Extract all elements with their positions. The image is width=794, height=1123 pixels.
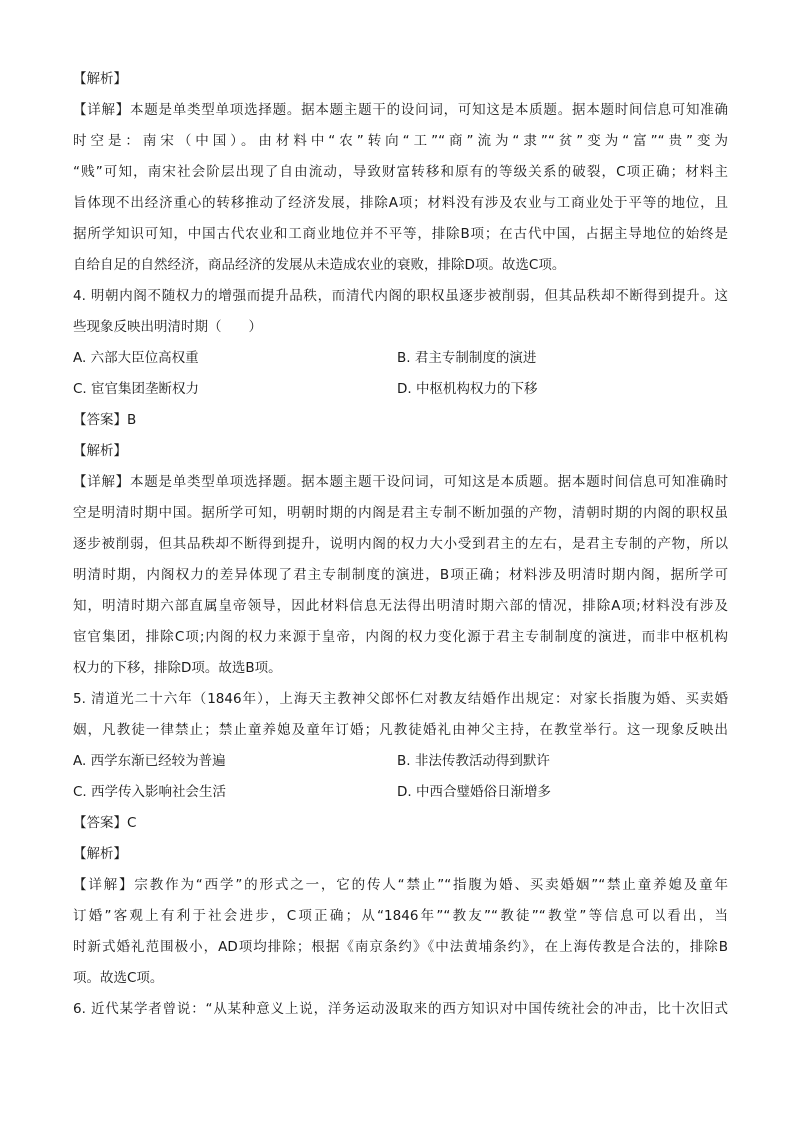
detail-line: 权力的下移，排除D项。故选B项。 (73, 660, 282, 676)
question-stem-line: 4. 明朝内阁不随权力的增强而提升品秩，而清代内阁的职权虽逐步被削弱，但其品秩却不断得到提升。这 (73, 288, 728, 304)
detail-line: 据所学知识可知，中国古代农业和工商业地位并不平等，排除B项；在古代中国，占据主导地位的始终是 (73, 226, 728, 242)
analysis-label: 【解析】 (73, 846, 127, 862)
detail-line: 旨体现不出经济重心的转移推动了经济发展，排除A项；材料没有涉及农业与工商业处于平等的地位，且 (73, 195, 728, 211)
detail-line: 订婚”客观上有利于社会进步，C项正确；从“1846年”“教友”“教徒”“教堂”等信息可以看出，当 (73, 908, 728, 924)
detail-line: “贱”可知，南宋社会阶层出现了自由流动，导致财富转移和原有的等级关系的破裂，C项正确；材料主 (73, 164, 728, 180)
option-d: D. 中西合璧婚俗日渐增多 (397, 784, 551, 800)
answer-line: 【答案】B (73, 412, 137, 428)
option-c: C. 宦官集团垄断权力 (73, 381, 200, 397)
options-row (73, 777, 728, 808)
detail-line: 时新式婚礼范围极小，AD项均排除；根据《南京条约》《中法黄埔条约》，在上海传教是合法的，排除B (73, 939, 728, 955)
options-row (73, 746, 728, 777)
question-stem-line: 姻，凡教徒一律禁止；禁止童养媳及童年订婚；凡教徒婚礼由神父主持，在教堂举行。这一现象反映出 (73, 722, 728, 738)
detail-line: 知，明清时期六部直属皇帝领导，因此材料信息无法得出明清时期六部的情况，排除A项;材料没有涉及 (73, 598, 728, 614)
option-b: B. 君主专制制度的演进 (397, 350, 537, 366)
detail-line: 自给自足的自然经济，商品经济的发展从未造成农业的衰败，排除D项。故选C项。 (73, 257, 566, 273)
question-stem-line: 些现象反映出明清时期（ ） (73, 319, 262, 335)
analysis-label: 【解析】 (73, 71, 127, 87)
detail-line: 空是明清时期中国。据所学可知，明朝时期的内阁是君主专制不断加强的产物，清朝时期的内阁的职权虽 (73, 505, 728, 521)
detail-line: 时空是：南宋（中国）。由材料中“农”转向“工”“商”流为“隶”“贫”变为“富”“贵”变为 (73, 133, 728, 149)
option-d: D. 中枢机构权力的下移 (397, 381, 538, 397)
options-row (73, 343, 728, 374)
detail-line: 【详解】本题是单类型单项选择题。据本题主题干的设问词，可知这是本质题。据本题时间信息可知准确 (73, 102, 728, 118)
analysis-label: 【解析】 (73, 443, 127, 459)
detail-line: 逐步被削弱，但其品秩却不断得到提升，说明内阁的权力大小受到君主的左右，是君主专制的产物，所以 (73, 536, 728, 552)
detail-line: 【详解】宗教作为“西学”的形式之一，它的传人“禁止”“指腹为婚、买卖婚姻”“禁止童养媳及童年 (73, 877, 728, 893)
option-a: A. 西学东渐已经较为普遍 (73, 753, 226, 769)
question-stem-line: 6. 近代某学者曾说：“从某种意义上说，洋务运动汲取来的西方知识对中国传统社会的冲击，比十次旧式 (73, 1001, 728, 1017)
option-b: B. 非法传教活动得到默许 (397, 753, 550, 769)
answer-line: 【答案】C (73, 815, 137, 831)
options-row (73, 374, 728, 405)
option-c: C. 西学传入影响社会生活 (73, 784, 227, 800)
detail-line: 宦官集团，排除C项;内阁的权力来源于皇帝，内阁的权力变化源于君主专制制度的演进，而非中枢机构 (73, 629, 728, 645)
detail-line: 【详解】本题是单类型单项选择题。据本题主题干设问词，可知这是本质题。据本题时间信息可知准确时 (73, 474, 728, 490)
detail-line: 明清时期，内阁权力的差异体现了君主专制制度的演进，B项正确；材料涉及明清时期内阁，据所学可 (73, 567, 728, 583)
detail-line: 项。故选C项。 (73, 970, 164, 986)
option-a: A. 六部大臣位高权重 (73, 350, 199, 366)
question-stem-line: 5. 清道光二十六年（1846年），上海天主教神父郎怀仁对教友结婚作出规定：对家长指腹为婚、买卖婚 (73, 691, 728, 707)
